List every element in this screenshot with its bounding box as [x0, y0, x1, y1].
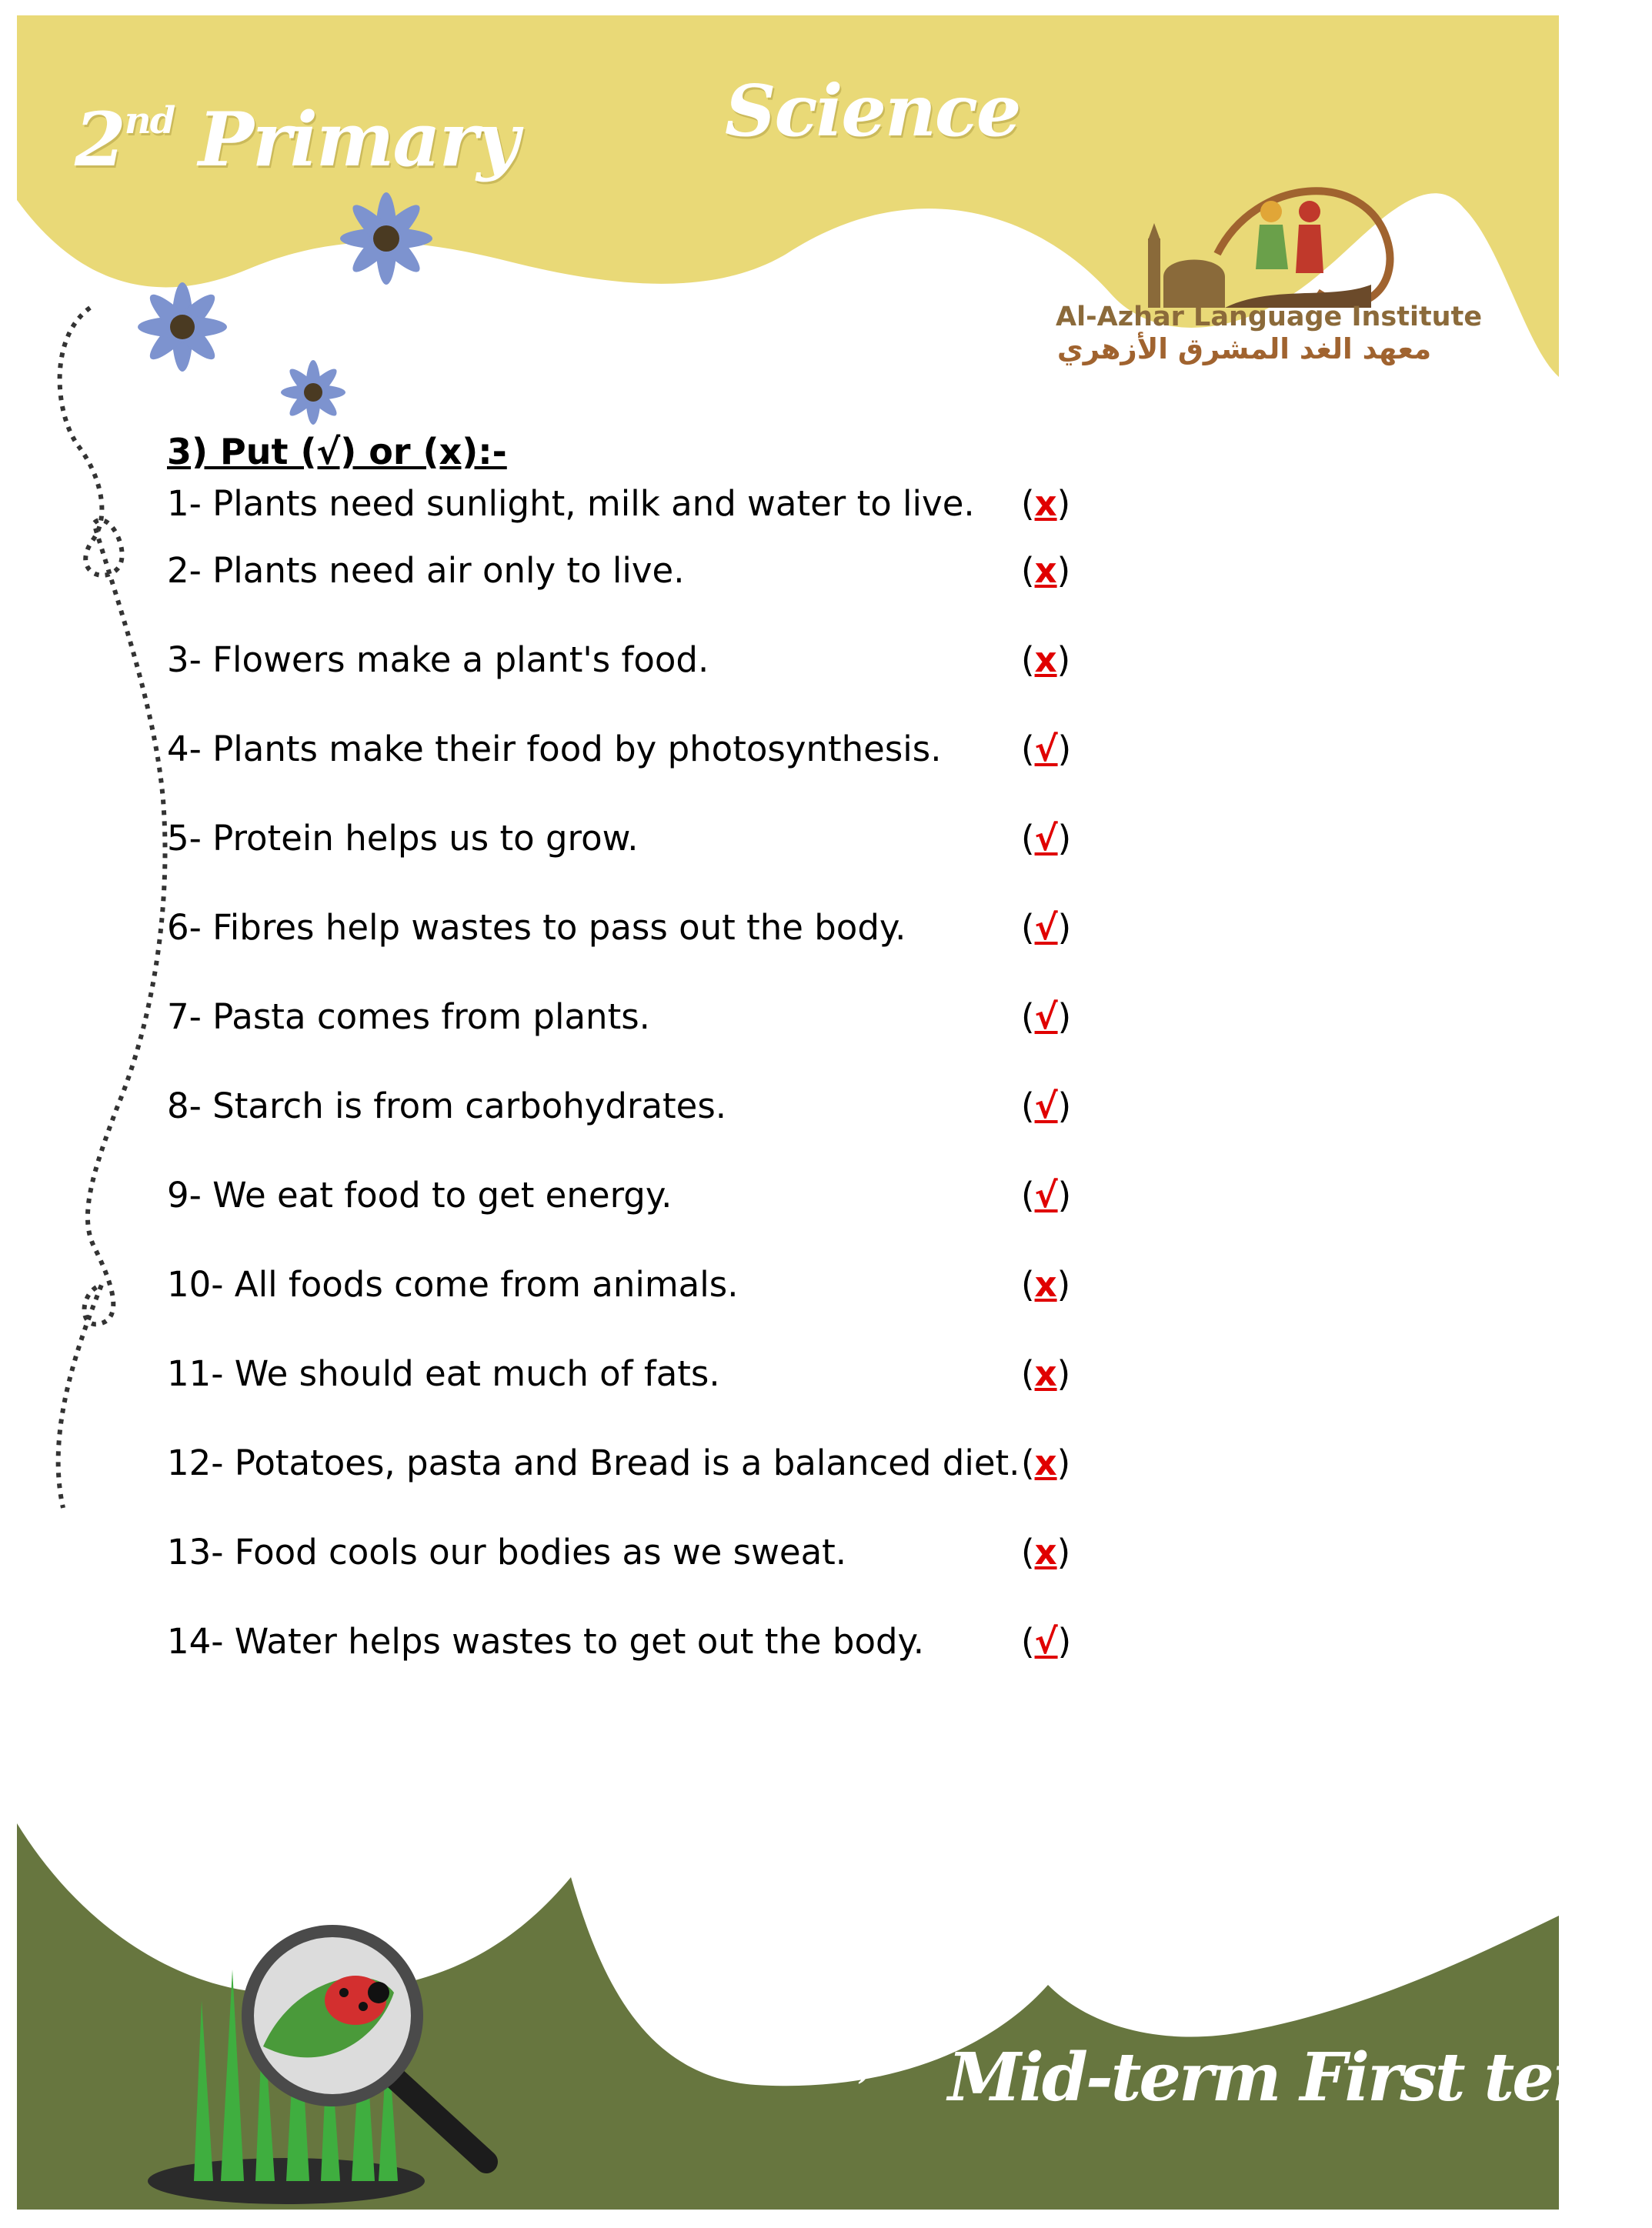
page-number: (10) — [806, 2054, 871, 2086]
question-item — [167, 550, 1244, 596]
question-title: 3) Put (√) or (x):- — [167, 431, 507, 472]
answer-mark: x — [1034, 483, 1057, 524]
answer-box: (x) — [1021, 1264, 1071, 1305]
answer-box: (√) — [1021, 1086, 1072, 1126]
answer-box: (x) — [1021, 483, 1071, 524]
question-item — [167, 1532, 1244, 1578]
question-text: 1- Plants need sunlight, milk and water to live. — [167, 483, 975, 524]
question-item — [167, 1621, 1244, 1667]
question-text: 4- Plants make their food by photosynthesis. — [167, 729, 942, 769]
institute-name-ar: معهد الغد المشرق الأزهري — [1056, 332, 1432, 365]
answer-mark: x — [1034, 1353, 1057, 1394]
question-text: 5- Protein helps us to grow. — [167, 818, 639, 859]
answer-mark: x — [1034, 1443, 1057, 1483]
answer-mark: √ — [1034, 818, 1058, 859]
answer-box: (x) — [1021, 639, 1071, 680]
answer-mark: √ — [1034, 907, 1058, 948]
flower-icon — [125, 269, 240, 385]
answer-box: (√) — [1021, 818, 1072, 859]
question-item — [167, 907, 1244, 953]
grade-word: Primary — [198, 96, 519, 183]
answer-box: (x) — [1021, 1532, 1071, 1573]
answer-box: (x) — [1021, 1353, 1071, 1394]
dashed-vine — [58, 308, 165, 1508]
question-text: 12- Potatoes, pasta and Bread is a balanced diet. — [167, 1443, 1020, 1483]
question-item — [167, 818, 1244, 864]
subject-title: Science — [725, 69, 1020, 152]
question-item — [167, 1443, 1244, 1489]
answer-box: (x) — [1021, 550, 1071, 591]
flower-icon — [329, 181, 444, 296]
question-item — [167, 1353, 1244, 1399]
magnifier-ladybug-icon — [148, 1885, 548, 2208]
answer-box: (√) — [1021, 729, 1072, 769]
answer-mark: √ — [1034, 729, 1058, 769]
question-text: 2- Plants need air only to live. — [167, 550, 685, 591]
question-text: 7- Pasta comes from plants. — [167, 996, 650, 1037]
question-item — [167, 1175, 1244, 1221]
answer-mark: x — [1034, 1264, 1057, 1305]
answer-mark: √ — [1034, 1175, 1058, 1216]
answer-mark: √ — [1034, 1621, 1058, 1662]
answer-box: (√) — [1021, 1621, 1072, 1662]
question-text: 13- Food cools our bodies as we sweat. — [167, 1532, 847, 1573]
flower-icon — [271, 350, 355, 435]
answer-mark: √ — [1034, 1086, 1058, 1126]
answer-box: (√) — [1021, 907, 1072, 948]
grade-number: 2 — [75, 96, 125, 183]
answer-box: (x) — [1021, 1443, 1071, 1483]
answer-box: (√) — [1021, 1175, 1072, 1216]
grade-suffix: nd — [124, 99, 175, 142]
question-item — [167, 639, 1244, 685]
grade-title — [75, 96, 518, 183]
answer-mark: x — [1034, 550, 1057, 591]
question-text: 11- We should eat much of fats. — [167, 1353, 720, 1394]
question-text: 6- Fibres help wastes to pass out the body. — [167, 907, 906, 948]
question-text: 3- Flowers make a plant's food. — [167, 639, 709, 680]
question-text: 9- We eat food to get energy. — [167, 1175, 672, 1216]
question-text: 10- All foods come from animals. — [167, 1264, 739, 1305]
answer-mark: √ — [1034, 996, 1058, 1037]
answer-mark: x — [1034, 639, 1057, 680]
answer-box: (√) — [1021, 996, 1072, 1037]
question-item — [167, 1264, 1244, 1310]
term-title: Mid-term First term — [948, 2039, 1652, 2116]
institute-name-en: Al-Azhar Language Institute — [1056, 302, 1483, 332]
answer-mark: x — [1034, 1532, 1057, 1573]
question-text: 14- Water helps wastes to get out the body. — [167, 1621, 925, 1662]
question-item — [167, 1086, 1244, 1132]
question-text: 8- Starch is from carbohydrates. — [167, 1086, 727, 1126]
question-item — [167, 483, 1244, 529]
page-frame — [17, 15, 1652, 2210]
question-item — [167, 729, 1244, 775]
question-item — [167, 996, 1244, 1042]
